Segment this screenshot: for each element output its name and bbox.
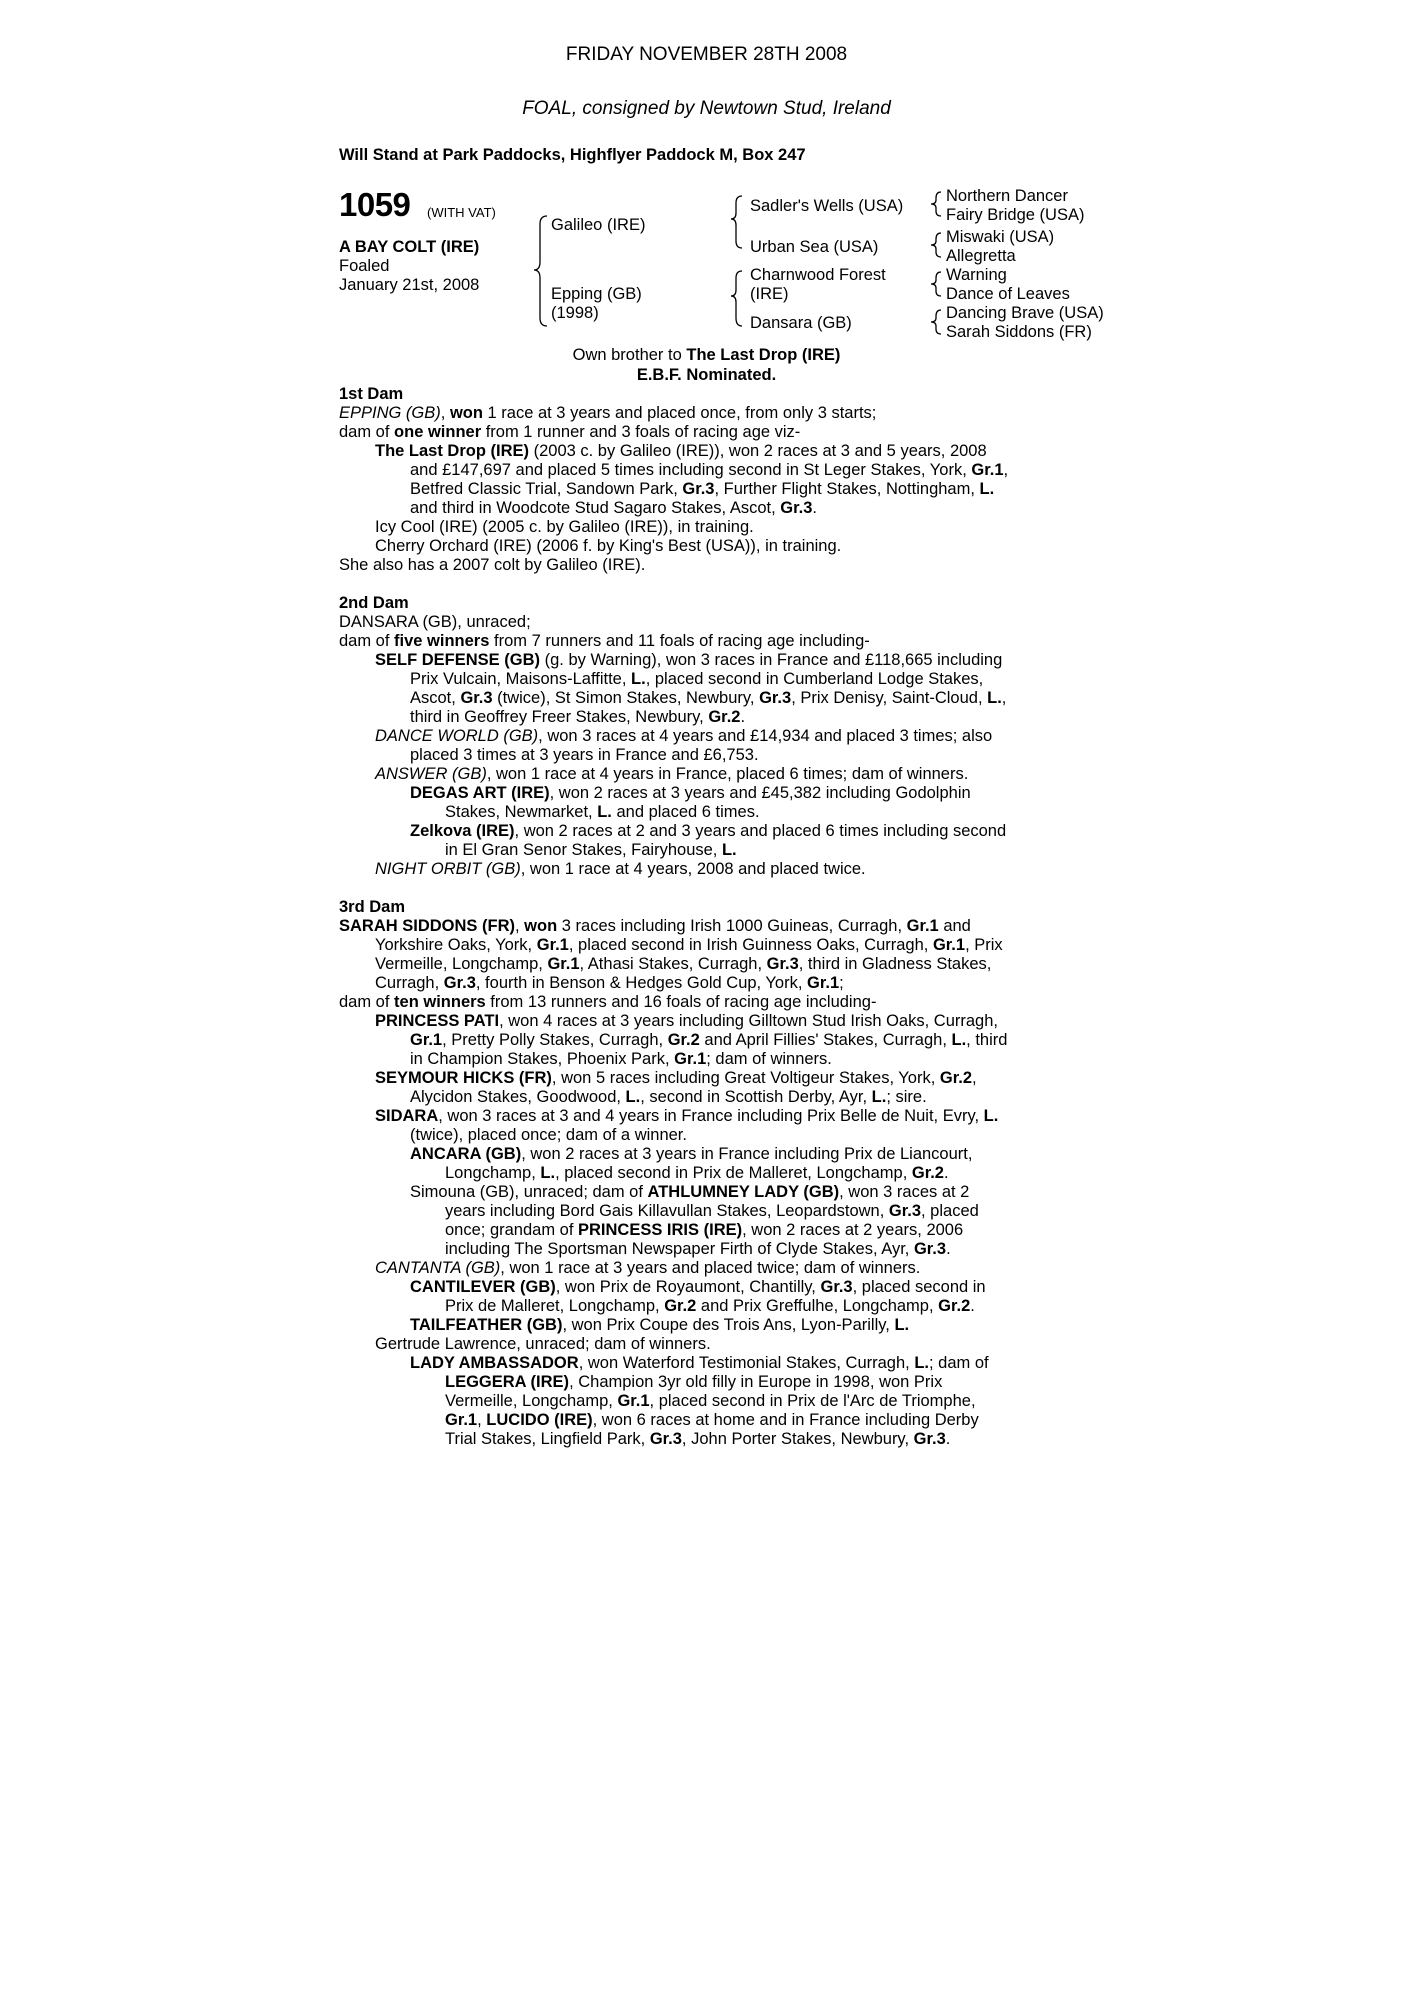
horse-name: A BAY COLT (IRE) — [339, 238, 480, 256]
sale-date: FRIDAY NOVEMBER 28TH 2008 — [565, 44, 848, 65]
produce-sidara: SIDARA, won 3 races at 3 and 4 years in France including Prix Belle de Nuit, Evry, L. (twice), placed once; dam of a winner. — [375, 1107, 999, 1144]
produce-self-defense: SELF DEFENSE (GB) (g. by Warning), won 3 races in France and £118,665 including Prix Vulcain, Maisons-Laffitte, L., placed second in Cumberland Lodge Stakes, Ascot, Gr.3 (twice), St Simon Stakes, Newbury, Gr.3, Prix Denisy, Saint-Cloud, L., third in Geoffrey Freer Stakes, Newbury, Gr.2. — [375, 651, 1007, 726]
lot-number: 1059 — [339, 186, 411, 223]
pedigree-sire-sire: Sadler's Wells (USA) — [750, 197, 904, 215]
produce-dance-world: DANCE WORLD (GB), won 3 races at 4 years and £14,934 and placed 3 times; also placed 3 times at 3 years in France and £6,753. — [375, 727, 993, 764]
produce-seymour-hicks: SEYMOUR HICKS (FR), won 5 races including Great Voltigeur Stakes, York, Gr.2, Alycidon Stakes, Goodwood, L., second in Scottish Derby, Ayr, L.; sire. — [375, 1069, 977, 1106]
produce-cherry-orchard: Cherry Orchard (IRE) (2006 f. by King's Best (USA)), in training. — [375, 537, 842, 555]
pedigree-g6: Dance of Leaves — [946, 285, 1070, 303]
pedigree-dam-dam: Dansara (GB) — [750, 314, 852, 332]
foaled-date: January 21st, 2008 — [339, 276, 480, 294]
pedigree-braces — [0, 0, 1413, 360]
foaled-label: Foaled — [339, 257, 390, 275]
produce-cantilever: CANTILEVER (GB), won Prix de Royaumont, Chantilly, Gr.3, placed second in Prix de Malleret, Longchamp, Gr.2 and Prix Greffulhe, Longchamp, Gr.2. — [410, 1278, 986, 1315]
pedigree-g8: Sarah Siddons (FR) — [946, 323, 1092, 341]
third-dam-produce-line: dam of ten winners from 13 runners and 16 foals of racing age including- — [339, 993, 877, 1011]
own-brother-name: The Last Drop (IRE) — [686, 346, 841, 364]
pedigree-g5: Warning — [946, 266, 1007, 284]
first-dam-line-1: EPPING (GB), won 1 race at 3 years and placed once, from only 3 starts; — [339, 404, 877, 422]
produce-icy-cool: Icy Cool (IRE) (2005 c. by Galileo (IRE)), in training. — [375, 518, 754, 536]
pedigree-g4: Allegretta — [946, 247, 1016, 265]
produce-gertrude-lawrence: Gertrude Lawrence, unraced; dam of winners. — [375, 1335, 711, 1353]
sarah-siddons-record: SARAH SIDDONS (FR), won 3 races including Irish 1000 Guineas, Curragh, Gr.1 and Yorkshire Oaks, York, Gr.1, placed second in Irish Guinness Oaks, Curragh, Gr.1, Prix Vermeille, Longchamp, Gr.1, Athasi Stakes, Curragh, Gr.3, third in Gladness Stakes, Curragh, Gr.3, fourth in Benson & Hedges Gold Cup, York, Gr.1; — [339, 917, 1003, 992]
second-dam-heading: 2nd Dam — [339, 594, 409, 612]
consignment-line: FOAL, consigned by Newtown Stud, Ireland — [522, 98, 891, 119]
produce-ancara: ANCARA (GB), won 2 races at 3 years in France including Prix de Liancourt, Longchamp, L., placed second in Prix de Malleret, Longchamp, Gr.2. — [410, 1145, 973, 1182]
catalogue-body — [339, 385, 1074, 1449]
produce-princess-pati: PRINCESS PATI, won 4 races at 3 years including Gilltown Stud Irish Oaks, Curragh, Gr.1, Pretty Polly Stakes, Curragh, Gr.2 and April Fillies' Stakes, Curragh, L., third in Champion Stakes, Phoenix Park, Gr.1; dam of winners. — [375, 1012, 1008, 1068]
vat-note: (WITH VAT) — [427, 205, 496, 220]
second-dam-line-2: dam of five winners from 7 runners and 11 foals of racing age including- — [339, 632, 870, 650]
first-dam-line-2: dam of one winner from 1 runner and 3 foals of racing age viz- — [339, 423, 801, 441]
own-brother-line: Own brother to The Last Drop (IRE) — [572, 346, 841, 364]
pedigree-dam-sire-country: (IRE) — [750, 285, 789, 303]
pedigree-dam-year: (1998) — [551, 304, 599, 322]
produce-tailfeather: TAILFEATHER (GB), won Prix Coupe des Trois Ans, Lyon-Parilly, L. — [410, 1316, 910, 1334]
produce-degas-art: DEGAS ART (IRE), won 2 races at 3 years and £45,382 including Godolphin Stakes, Newmarket, L. and placed 6 times. — [410, 784, 971, 821]
produce-night-orbit: NIGHT ORBIT (GB), won 1 race at 4 years, 2008 and placed twice. — [375, 860, 866, 878]
pedigree-g7: Dancing Brave (USA) — [946, 304, 1104, 322]
pedigree-g2: Fairy Bridge (USA) — [946, 206, 1085, 224]
first-dam-heading: 1st Dam — [339, 385, 404, 403]
pedigree-dam: Epping (GB) — [551, 285, 642, 303]
produce-lady-ambassador: LADY AMBASSADOR, won Waterford Testimonial Stakes, Curragh, L.; dam of LEGGERA (IRE), Champion 3yr old filly in Europe in 1998, won Prix Vermeille, Longchamp, Gr.1, placed second in Prix de l'Arc de Triomphe, Gr.1, LUCIDO (IRE), won 6 races at home and in France including Derby Trial Stakes, Lingfield Park, Gr.3, John Porter Stakes, Newbury, Gr.3. — [410, 1354, 989, 1448]
pedigree-dam-sire: Charnwood Forest — [750, 266, 886, 284]
ebf-nominated: E.B.F. Nominated. — [636, 366, 777, 384]
produce-answer: ANSWER (GB), won 1 race at 4 years in France, placed 6 times; dam of winners. — [375, 765, 969, 783]
stable-location: Will Stand at Park Paddocks, Highflyer Paddock M, Box 247 — [339, 146, 806, 164]
pedigree-sire-dam: Urban Sea (USA) — [750, 238, 879, 256]
pedigree-sire: Galileo (IRE) — [551, 216, 646, 234]
first-dam-also: She also has a 2007 colt by Galileo (IRE). — [339, 556, 646, 574]
third-dam-heading: 3rd Dam — [339, 898, 406, 916]
produce-zelkova: Zelkova (IRE), won 2 races at 2 and 3 years and placed 6 times including second in El Gran Senor Stakes, Fairyhouse, L. — [410, 822, 1007, 859]
produce-the-last-drop: The Last Drop (IRE) (2003 c. by Galileo (IRE)), won 2 races at 3 and 5 years, 2008 and £147,697 and placed 5 times including second in St Leger Stakes, York, Gr.1, Betfred Classic Trial, Sandown Park, Gr.3, Further Flight Stakes, Nottingham, L. and third in Woodcote Stud Sagaro Stakes, Ascot, Gr.3. — [375, 442, 1009, 517]
pedigree-g3: Miswaki (USA) — [946, 228, 1055, 246]
pedigree-g1: Northern Dancer — [946, 187, 1068, 205]
produce-simouna: Simouna (GB), unraced; dam of ATHLUMNEY LADY (GB), won 3 races at 2 years including Bord Gais Killavullan Stakes, Leopardstown, Gr.3, placed once; grandam of PRINCESS IRIS (IRE), won 2 races at 2 years, 2006 including The Sportsman Newspaper Firth of Clyde Stakes, Ayr, Gr.3. — [410, 1183, 979, 1258]
produce-cantanta: CANTANTA (GB), won 1 race at 3 years and placed twice; dam of winners. — [375, 1259, 921, 1277]
second-dam-line-1: DANSARA (GB), unraced; — [339, 613, 531, 631]
